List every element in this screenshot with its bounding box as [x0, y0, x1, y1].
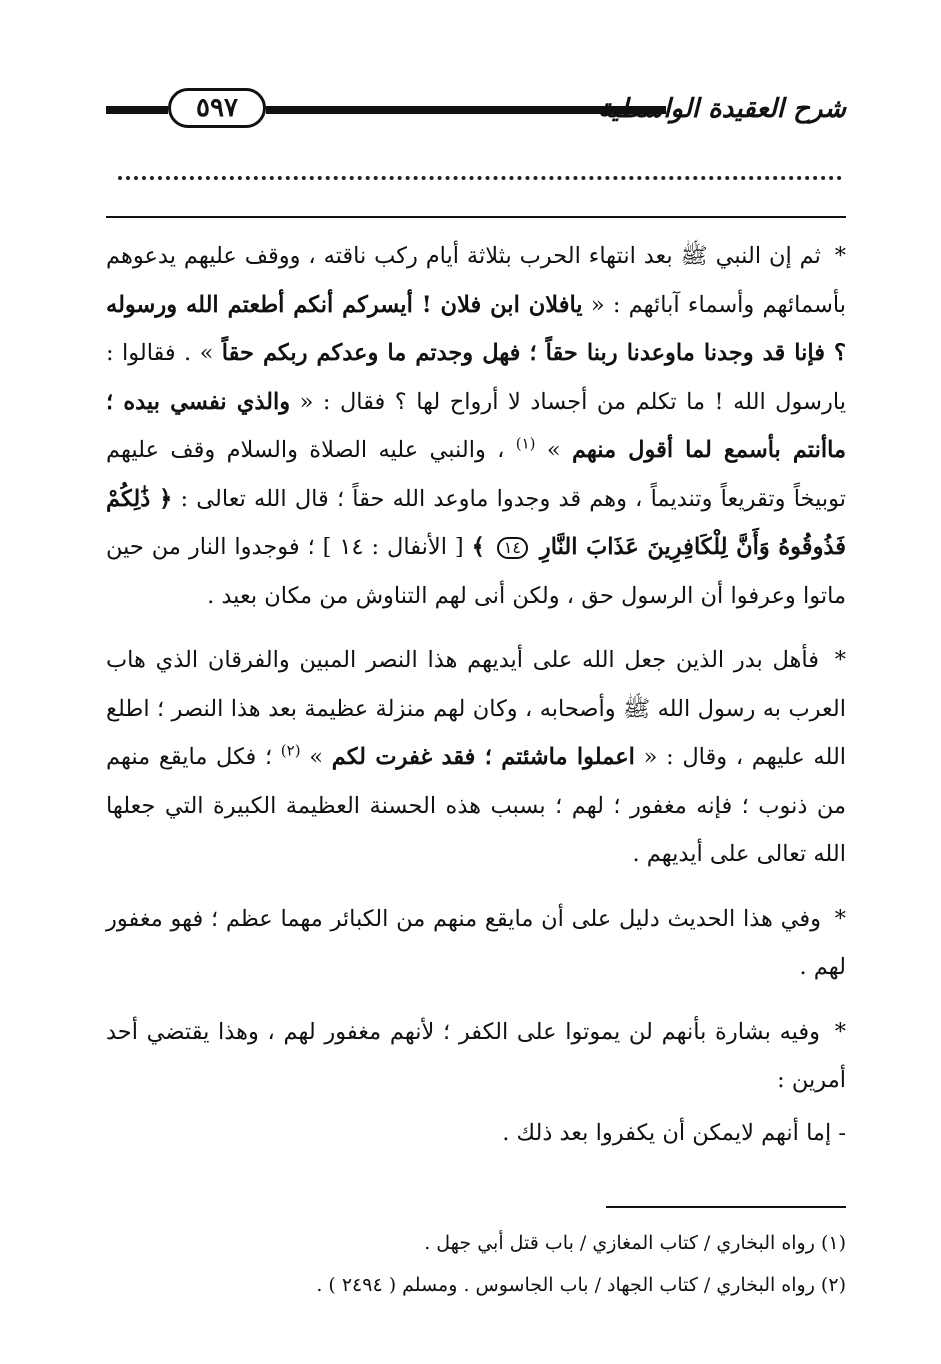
book-title: شرح العقيدة الواسطية: [598, 94, 846, 124]
text-span: ، والنبي عليه الصلاة والسلام وقف عليهم توبيخاً وتقريعاً وتنديماً ، وهم قد وجدوا ماوعد الله حقاً ؛ قال الله تعالى :: [106, 437, 847, 512]
footnote-2: (٢) رواه البخاري / كتاب الجهاد / باب الجاسوس . ومسلم ( ٢٤٩٤ ) .: [316, 1274, 846, 1296]
top-rule: [106, 216, 846, 218]
bullet: *: [834, 1018, 847, 1045]
main-text: [106, 232, 846, 1173]
footnotes: [106, 1222, 846, 1306]
paragraph-4: [106, 1008, 846, 1105]
paragraph-5: [106, 1109, 846, 1158]
bullet: *: [834, 905, 846, 932]
text-span: وفيه بشارة بأنهم لن يموتوا على الكفر ؛ لأنهم مغفور لهم ، وهذا يقتضي أحد أمرين :: [106, 1018, 846, 1093]
quran-bracket-close: ﴾: [471, 534, 485, 560]
text-span: فأهل بدر الذين جعل الله على أيديهم هذا النصر المبين والفرقان الذي هاب العرب به رسول الله ﷺ وأصحابه ، وكان لهم منزلة عظيمة بعد هذا النصر ؛ اطلع الله عليهم ، وقال : «: [106, 647, 847, 770]
bullet: *: [834, 243, 846, 269]
text-span: ؛ فكل مايقع منهم من ذنوب ؛ فإنه مغفور ؛ لهم ؛ بسبب هذه الحسنة العظيمة الكبيرة التي جعلها الله تعالى على أيديهم .: [106, 744, 846, 867]
paragraph-3: [106, 895, 846, 992]
hadith-quote: والذي نفسي بيده ؛ ماأنتم بأسمع لما أقول منهم: [106, 388, 847, 463]
quran-verse: ﴿ ذَٰلِكُمْ فَذُوقُوهُ وَأَنَّ لِلْكَافِرِينَ عَذَابَ النَّارِ: [106, 485, 846, 560]
paragraph-2: [106, 636, 846, 879]
dotted-divider: [118, 176, 842, 180]
page-header: [106, 82, 846, 138]
footnote-ref-2: (٢): [280, 741, 301, 760]
ayah-number: ١٤: [497, 537, 528, 559]
footnote-rule: [606, 1206, 846, 1208]
page-number-badge: [168, 88, 266, 128]
header-rule-left: [106, 106, 168, 114]
text-span: »: [309, 744, 324, 770]
hadith-quote: يافلان ابن فلان ! أيسركم أنكم أطعتم الله ورسوله ؟ فإنا قد وجدنا ماوعدنا ربنا حقاً ؛ فهل وجدتم ما وعدكم ربكم حقاً: [106, 291, 847, 366]
text-span: [ الأنفال : ١٤ ] ؛ فوجدوا النار من حين ماتوا وعرفوا أن الرسول حق ، ولكن أنى لهم التناوش من مكان بعيد .: [106, 534, 846, 609]
bullet: *: [834, 647, 846, 673]
footnote-1: (١) رواه البخاري / كتاب المغازي / باب قتل أبي جهل .: [424, 1232, 846, 1254]
text-span: » . فقالوا : يارسول الله ! ما تكلم من أجساد لا أرواح لها ؟ فقال : «: [106, 340, 846, 415]
paragraph-1: [106, 232, 846, 620]
text-span: ثم إن النبي ﷺ بعد انتهاء الحرب بثلاثة أيام ركب ناقته ، ووقف عليهم يدعوهم بأسمائهم وأسماء آبائهم : «: [106, 243, 846, 318]
text-span: وفي هذا الحديث دليل على أن مايقع منهم من الكبائر مهما عظم ؛ فهو مغفور لهم .: [106, 905, 846, 980]
hadith-quote: اعملوا ماشئتم ؛ فقد غفرت لكم: [331, 744, 635, 770]
page-number: ٥٩٧: [196, 93, 238, 123]
text-span: »: [546, 437, 561, 463]
text-span: - إما أنهم لايمكن أن يكفروا بعد ذلك .: [502, 1119, 846, 1146]
footnote-ref-1: (١): [515, 434, 536, 453]
